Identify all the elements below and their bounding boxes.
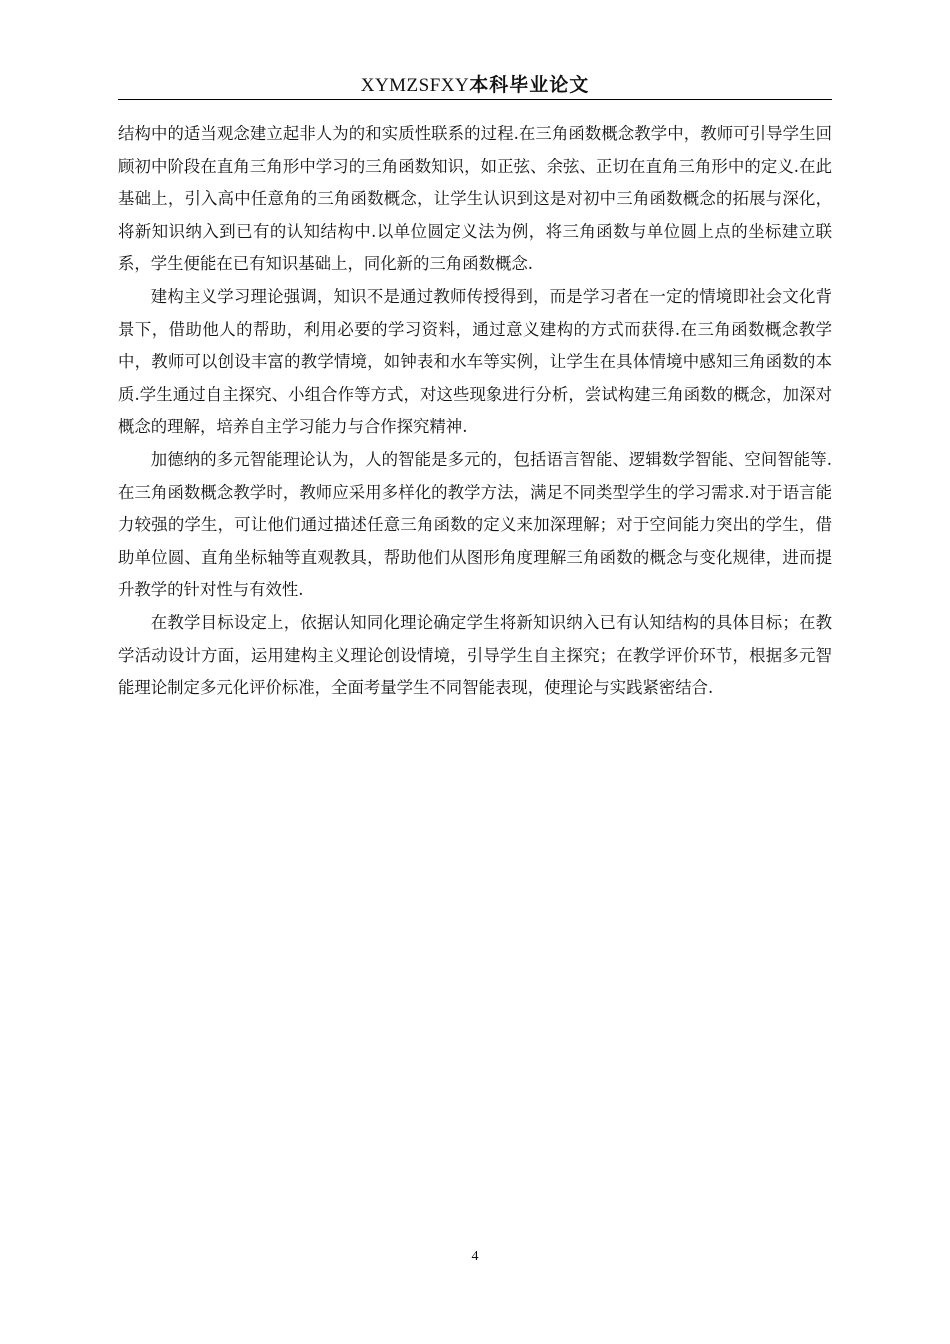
paragraph-1: 结构中的适当观念建立起非人为的和实质性联系的过程.在三角函数概念教学中，教师可引导学生回顾初中阶段在直角三角形中学习的三角函数知识，如正弦、余弦、正切在直角三角形中的定义.在此基础上，引入高中任意角的三角函数概念，让学生认识到这是对初中三角函数概念的拓展与深化，将新知识纳入到已有的认知结构中.以单位圆定义法为例，将三角函数与单位圆上点的坐标建立联系，学生便能在已有知识基础上，同化新的三角函数概念. xyxy=(118,124,832,274)
header-latin-title: XYMZSFXY xyxy=(360,75,470,96)
paragraph-4: 在教学目标设定上，依据认知同化理论确定学生将新知识纳入已有认知结构的具体目标；在教学活动设计方面，运用建构主义理论创设情境，引导学生自主探究；在教学评价环节，根据多元智能理论制定多元化评价标准，全面考量学生不同智能表现，使理论与实践紧密结合. xyxy=(118,612,832,698)
page-header xyxy=(118,72,832,98)
document-body xyxy=(118,118,832,705)
header-divider xyxy=(118,99,832,100)
paragraph-2: 建构主义学习理论强调，知识不是通过教师传授得到，而是学习者在一定的情境即社会文化背景下，借助他人的帮助，利用必要的学习资料，通过意义建构的方式而获得.在三角函数概念教学中，教师可以创设丰富的教学情境，如钟表和水车等实例，让学生在具体情境中感知三角函数的本质.学生通过自主探究、小组合作等方式，对这些现象进行分析，尝试构建三角函数的概念，加深对概念的理解，培养自主学习能力与合作探究精神. xyxy=(118,286,832,437)
paragraph-3: 加德纳的多元智能理论认为，人的智能是多元的，包括语言智能、逻辑数学智能、空间智能等.在三角函数概念教学时，教师应采用多样化的教学方法，满足不同类型学生的学习需求.对于语言能力较强的学生，可让他们通过描述任意三角函数的定义来加深理解；对于空间能力突出的学生，借助单位圆、直角坐标轴等直观教具，帮助他们从图形角度理解三角函数的概念与变化规律，进而提升教学的针对性与有效性. xyxy=(118,449,832,600)
header-thesis-title: 本科毕业论文 xyxy=(469,74,590,96)
page-number: 4 xyxy=(471,1249,479,1264)
